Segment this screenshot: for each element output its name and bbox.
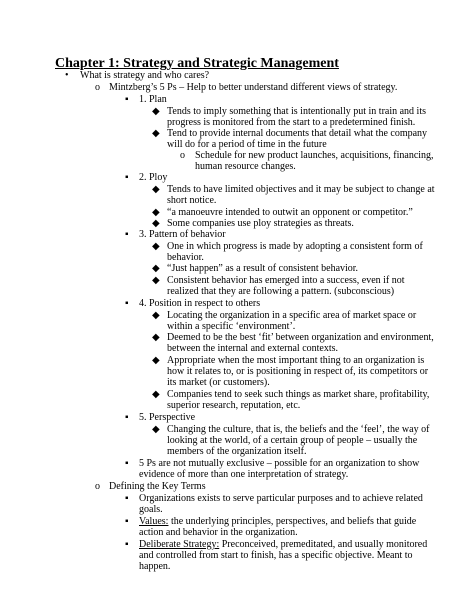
square-marker: ▪	[125, 493, 129, 504]
diamond-marker: ◆	[152, 184, 160, 195]
section-heading-plan: 1. Plan	[139, 94, 167, 105]
list-item-continued: its market (or customers).	[167, 377, 270, 388]
diamond-marker: ◆	[152, 241, 160, 252]
diamond-marker: ◆	[152, 263, 160, 274]
circle-marker: o	[95, 82, 100, 93]
list-item-deliberate-strategy	[139, 539, 427, 550]
diamond-marker: ◆	[152, 389, 160, 400]
section-heading-perspective: 5. Perspective	[139, 412, 196, 423]
list-item: “Just happen” as a result of consistent behavior.	[167, 263, 359, 274]
list-item: Locating the organization in a specific area of market space or	[167, 310, 417, 321]
square-marker: ▪	[125, 229, 129, 240]
term-deliberate-strategy: Deliberate Strategy:	[139, 539, 220, 550]
list-item: Some companies use ploy strategies as threats.	[167, 218, 354, 229]
diamond-marker: ◆	[152, 207, 160, 218]
list-item: Schedule for new product launches, acquisitions, financing,	[195, 150, 434, 161]
list-item: Organizations exists to serve particular purposes and to achieve related	[139, 493, 423, 504]
list-item-continued: behavior.	[167, 252, 204, 263]
diamond-marker: ◆	[152, 218, 160, 229]
list-item-values	[139, 516, 416, 527]
list-item-continued: human resource changes.	[195, 161, 296, 172]
list-item: Changing the culture, that is, the beliefs and the ‘feel’, the way of	[167, 424, 430, 435]
diamond-marker: ◆	[152, 310, 160, 321]
square-marker: ▪	[125, 458, 129, 469]
list-item: Tends to have limited objectives and it may be subject to change at	[167, 184, 435, 195]
term-values: Values:	[139, 516, 169, 527]
section-heading-position: 4. Position in respect to others	[139, 298, 261, 309]
list-item: Consistent behavior has emerged into a success, even if not	[167, 275, 405, 286]
list-item-continued: members of the organization itself.	[167, 446, 307, 457]
list-item: Tend to provide internal documents that detail what the company	[167, 128, 428, 139]
square-marker: ▪	[125, 94, 129, 105]
square-marker: ▪	[125, 298, 129, 309]
circle-marker: o	[180, 150, 185, 161]
diamond-marker: ◆	[152, 355, 160, 366]
bullet-marker: •	[65, 70, 69, 81]
list-item: Tends to imply something that is intentionally put in train and its	[167, 106, 426, 117]
list-item-continued: within a specific ‘environment’.	[167, 321, 296, 332]
section-heading-pattern: 3. Pattern of behavior	[139, 229, 226, 240]
list-item: What is strategy and who cares?	[80, 70, 210, 81]
list-item-continued: between the internal and external contexts.	[167, 343, 339, 354]
section-heading-ploy: 2. Ploy	[139, 172, 168, 183]
list-item-continued: progress is monitored from the start to a predetermined finish.	[167, 117, 416, 128]
list-item-continued: short notice.	[167, 195, 217, 206]
list-item-continued: happen.	[139, 561, 171, 572]
list-item: Deemed to be the best ‘fit’ between organization and environment,	[167, 332, 434, 343]
diamond-marker: ◆	[152, 332, 160, 343]
list-item-continued: looking at the world, of a certain group of people – usually the	[167, 435, 418, 446]
list-item-continued: evidence of more than one interpretation of strategy.	[139, 469, 349, 480]
diamond-marker: ◆	[152, 106, 160, 117]
list-item: Appropriate when the most important thing to an organization is	[167, 355, 425, 366]
list-item: Mintzberg’s 5 Ps – Help to better understand different views of strategy.	[109, 82, 398, 93]
list-item-continued: action and behavior in the organization.	[139, 527, 298, 538]
list-item-continued: realized that they are following a pattern. (subconscious)	[167, 286, 395, 297]
list-item-continued: and controlled from start to finish, has a specific objective. Meant to	[139, 550, 413, 561]
list-item: “a manoeuvre intended to outwit an opponent or competitor.”	[167, 207, 413, 218]
square-marker: ▪	[125, 516, 129, 527]
list-item: Companies tend to seek such things as market share, profitability,	[167, 389, 430, 400]
square-marker: ▪	[125, 412, 129, 423]
page-title: Chapter 1: Strategy and Strategic Management	[55, 56, 339, 71]
list-item-continued: goals.	[139, 504, 163, 515]
diamond-marker: ◆	[152, 424, 160, 435]
list-item: 5 Ps are not mutually exclusive – possible for an organization to show	[139, 458, 420, 469]
circle-marker: o	[95, 481, 100, 492]
list-item-continued: how it relates to, or is positioning in respect of, its competitors or	[167, 366, 429, 377]
list-item-continued: will do for a period of time in the future	[167, 139, 327, 150]
definition-deliberate-strategy: Preconceived, premeditated, and usually monitored	[219, 539, 428, 550]
definition-values: the underlying principles, perspectives, and beliefs that guide	[168, 516, 417, 527]
list-item: One in which progress is made by adopting a consistent form of	[167, 241, 423, 252]
diamond-marker: ◆	[152, 128, 160, 139]
square-marker: ▪	[125, 539, 129, 550]
diamond-marker: ◆	[152, 275, 160, 286]
list-item-continued: superior research, reputation, etc.	[167, 400, 301, 411]
section-heading-key-terms: Defining the Key Terms	[109, 481, 206, 492]
square-marker: ▪	[125, 172, 129, 183]
